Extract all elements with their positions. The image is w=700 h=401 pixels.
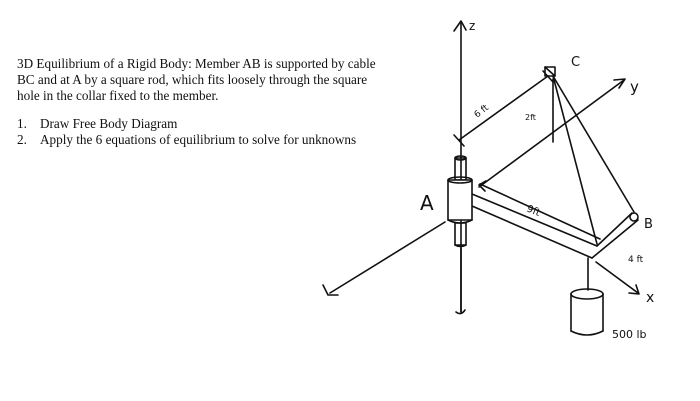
cable-projection bbox=[553, 76, 597, 244]
point-b-ring bbox=[630, 213, 638, 221]
step-text: Apply the 6 equations of equilibrium to solve for unknowns bbox=[40, 132, 357, 147]
step-number: 2. bbox=[17, 132, 27, 147]
z-axis-label: z bbox=[469, 19, 476, 33]
member-ab-edge bbox=[472, 194, 597, 246]
y-axis-label: y bbox=[630, 78, 639, 96]
cable-bc bbox=[553, 76, 634, 212]
y-axis-line bbox=[479, 80, 624, 187]
load-cylinder-top bbox=[571, 289, 603, 299]
x-axis-label: x bbox=[646, 290, 655, 306]
point-a-label: A bbox=[420, 191, 434, 215]
dim-4ft-label: 4 ft bbox=[628, 255, 644, 265]
point-c-label: C bbox=[571, 55, 581, 70]
problem-description: 3D Equilibrium of a Rigid Body: Member AB is supported by cable BC and at A by a square rod, which fits loosely through the square hole in the collar fixed to the member. bbox=[17, 56, 376, 103]
x-axis-front-line bbox=[330, 222, 445, 293]
dim-9ft-label: 9ft bbox=[524, 203, 542, 219]
step-number: 1. bbox=[17, 116, 27, 131]
step-text: Draw Free Body Diagram bbox=[40, 116, 178, 131]
load-label: 500 lb bbox=[612, 328, 647, 341]
dim-6ft-line bbox=[459, 76, 548, 140]
x-axis-line bbox=[596, 262, 638, 293]
load-cylinder-bottom bbox=[571, 331, 603, 335]
dim-6ft-label: 6 ft bbox=[472, 103, 491, 121]
z-axis-arrowhead bbox=[454, 21, 466, 31]
point-b-label: B bbox=[644, 217, 653, 232]
collar-a bbox=[448, 180, 472, 220]
dim-2ft-label: 2ft bbox=[525, 113, 536, 122]
